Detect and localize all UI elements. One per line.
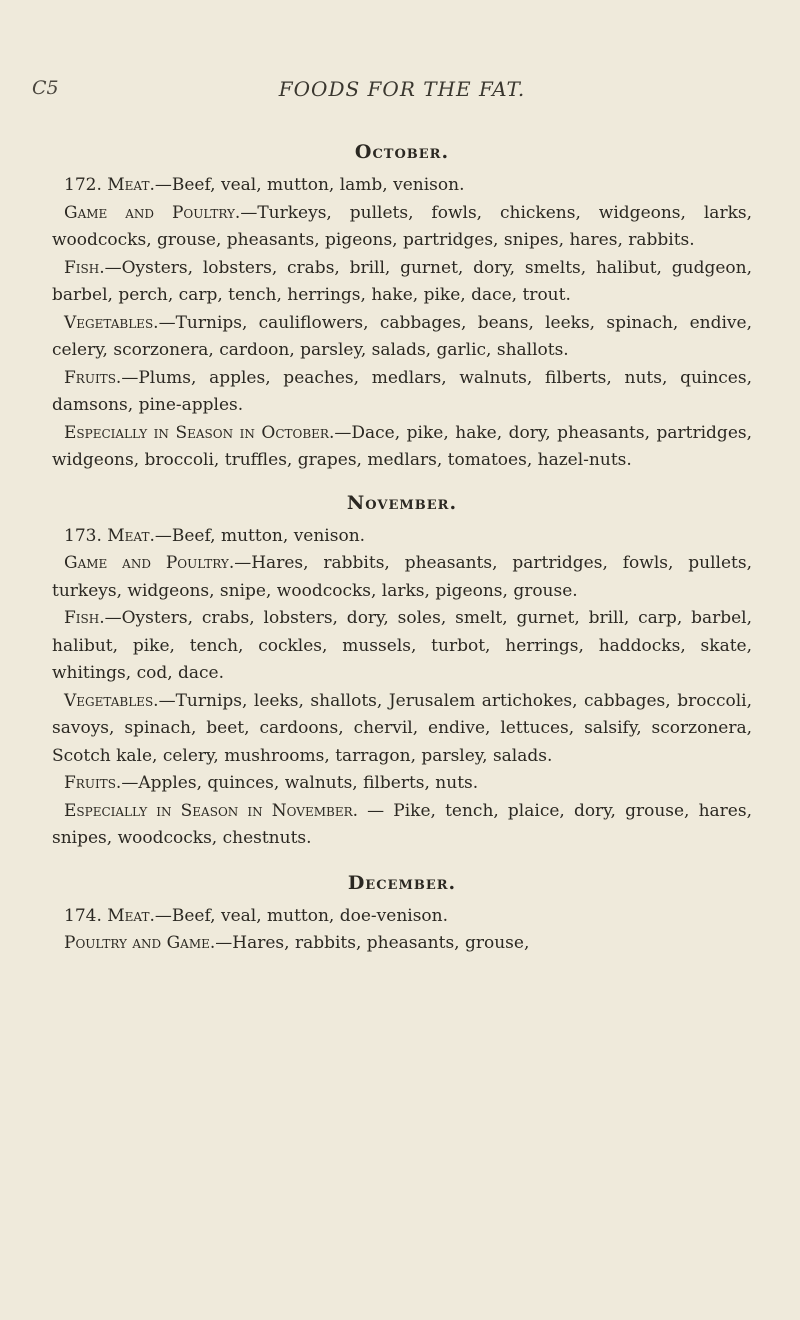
section-october (52, 138, 752, 475)
entry-text: —Beef, veal, mutton, doe-venison. (154, 905, 449, 926)
entry-text: —Hares, rabbits, pheasants, partridges, fowls, pullets, turkeys, widgeons, snipe, woodcocks, larks, pigeons, grouse. (52, 553, 753, 601)
entry-paragraph (52, 550, 752, 605)
entry-label: Fruits. (64, 367, 122, 388)
entry-paragraph (52, 420, 752, 475)
entry-label: Game and Poultry. (64, 553, 235, 573)
entry-label: Vegetables. (64, 312, 159, 333)
entry-label: Vegetables. (64, 690, 159, 711)
page-body (52, 138, 752, 958)
section-heading: November. (346, 491, 458, 514)
entry-text: —Turnips, cauliflowers, cabbages, beans, leeks, spinach, endive, celery, scorzonera, cardoon, parsley, salads, garlic, shallots. (52, 312, 752, 360)
entry-paragraph (52, 523, 752, 551)
entry-paragraph (52, 365, 752, 420)
entry-label: Meat. (107, 175, 155, 195)
running-title: FOODS FOR THE FAT. (278, 77, 526, 101)
section-december (52, 869, 752, 958)
entry-number: 174. (64, 905, 102, 926)
entry-number: 172. (64, 175, 102, 195)
entry-label: Game and Poultry. (64, 202, 241, 223)
entry-number: 173. (64, 525, 102, 546)
entry-paragraph (52, 903, 752, 931)
page-header (32, 77, 772, 107)
section-heading: October. (354, 141, 450, 163)
entry-label: Fish. (64, 608, 105, 628)
entry-label: Meat. (107, 525, 155, 546)
section-november (52, 489, 752, 853)
entry-text: —Beef, veal, mutton, lamb, venison. (154, 175, 465, 195)
entry-paragraph (52, 688, 752, 771)
entry-paragraph (52, 200, 752, 255)
entry-label: Especially in Season in October. (64, 422, 335, 443)
entry-text: —Beef, mutton, venison. (154, 525, 366, 546)
entry-text: —Oysters, crabs, lobsters, dory, soles, smelt, gurnet, brill, carp, barbel, halibut, pike, tench, cockles, mussels, turbot, herrings, haddocks, skate, whitings, cod, dace. (52, 608, 752, 683)
entry-text: —Hares, rabbits, pheasants, grouse, (215, 933, 530, 953)
entry-text: —Apples, quinces, walnuts, filberts, nuts. (121, 773, 479, 793)
entry-label: Fish. (64, 257, 105, 278)
page-number: C5 (32, 77, 59, 99)
entry-label: Meat. (107, 905, 155, 926)
entry-text: — Pike, tench, plaice, dory, grouse, hares, snipes, woodcocks, chestnuts. (52, 800, 752, 848)
entry-paragraph (52, 930, 752, 958)
entry-paragraph (52, 172, 752, 200)
entry-text: —Plums, apples, peaches, medlars, walnuts, filberts, nuts, quinces, damsons, pine-apples. (52, 367, 752, 415)
section-heading: December. (347, 871, 457, 894)
entry-paragraph (52, 605, 752, 688)
entry-text: —Dace, pike, hake, dory, pheasants, partridges, widgeons, broccoli, truffles, grapes, medlars, tomatoes, hazel-nuts. (52, 422, 753, 470)
entry-paragraph (52, 770, 752, 798)
entry-text: —Oysters, lobsters, crabs, brill, gurnet, dory, smelts, halibut, gudgeon, barbel, perch, carp, tench, herrings, hake, pike, dace, trout. (52, 257, 752, 305)
entry-label: Poultry and Game. (64, 933, 216, 953)
entry-label: Especially in Season in November. (64, 800, 359, 821)
entry-paragraph (52, 798, 752, 853)
entry-text: —Turkeys, pullets, fowls, chickens, widgeons, larks, woodcocks, grouse, pheasants, pigeons, partridges, snipes, hares, rabbits. (52, 202, 752, 250)
entry-label: Fruits. (64, 773, 122, 793)
entry-text: —Turnips, leeks, shallots, Jerusalem artichokes, cabbages, broccoli, savoys, spinach, beet, cardoons, chervil, endive, lettuces, salsify, scorzonera, Scotch kale, celery, mushrooms, tarragon, parsley, salads. (52, 690, 752, 766)
entry-paragraph (52, 310, 752, 365)
entry-paragraph (52, 255, 752, 310)
